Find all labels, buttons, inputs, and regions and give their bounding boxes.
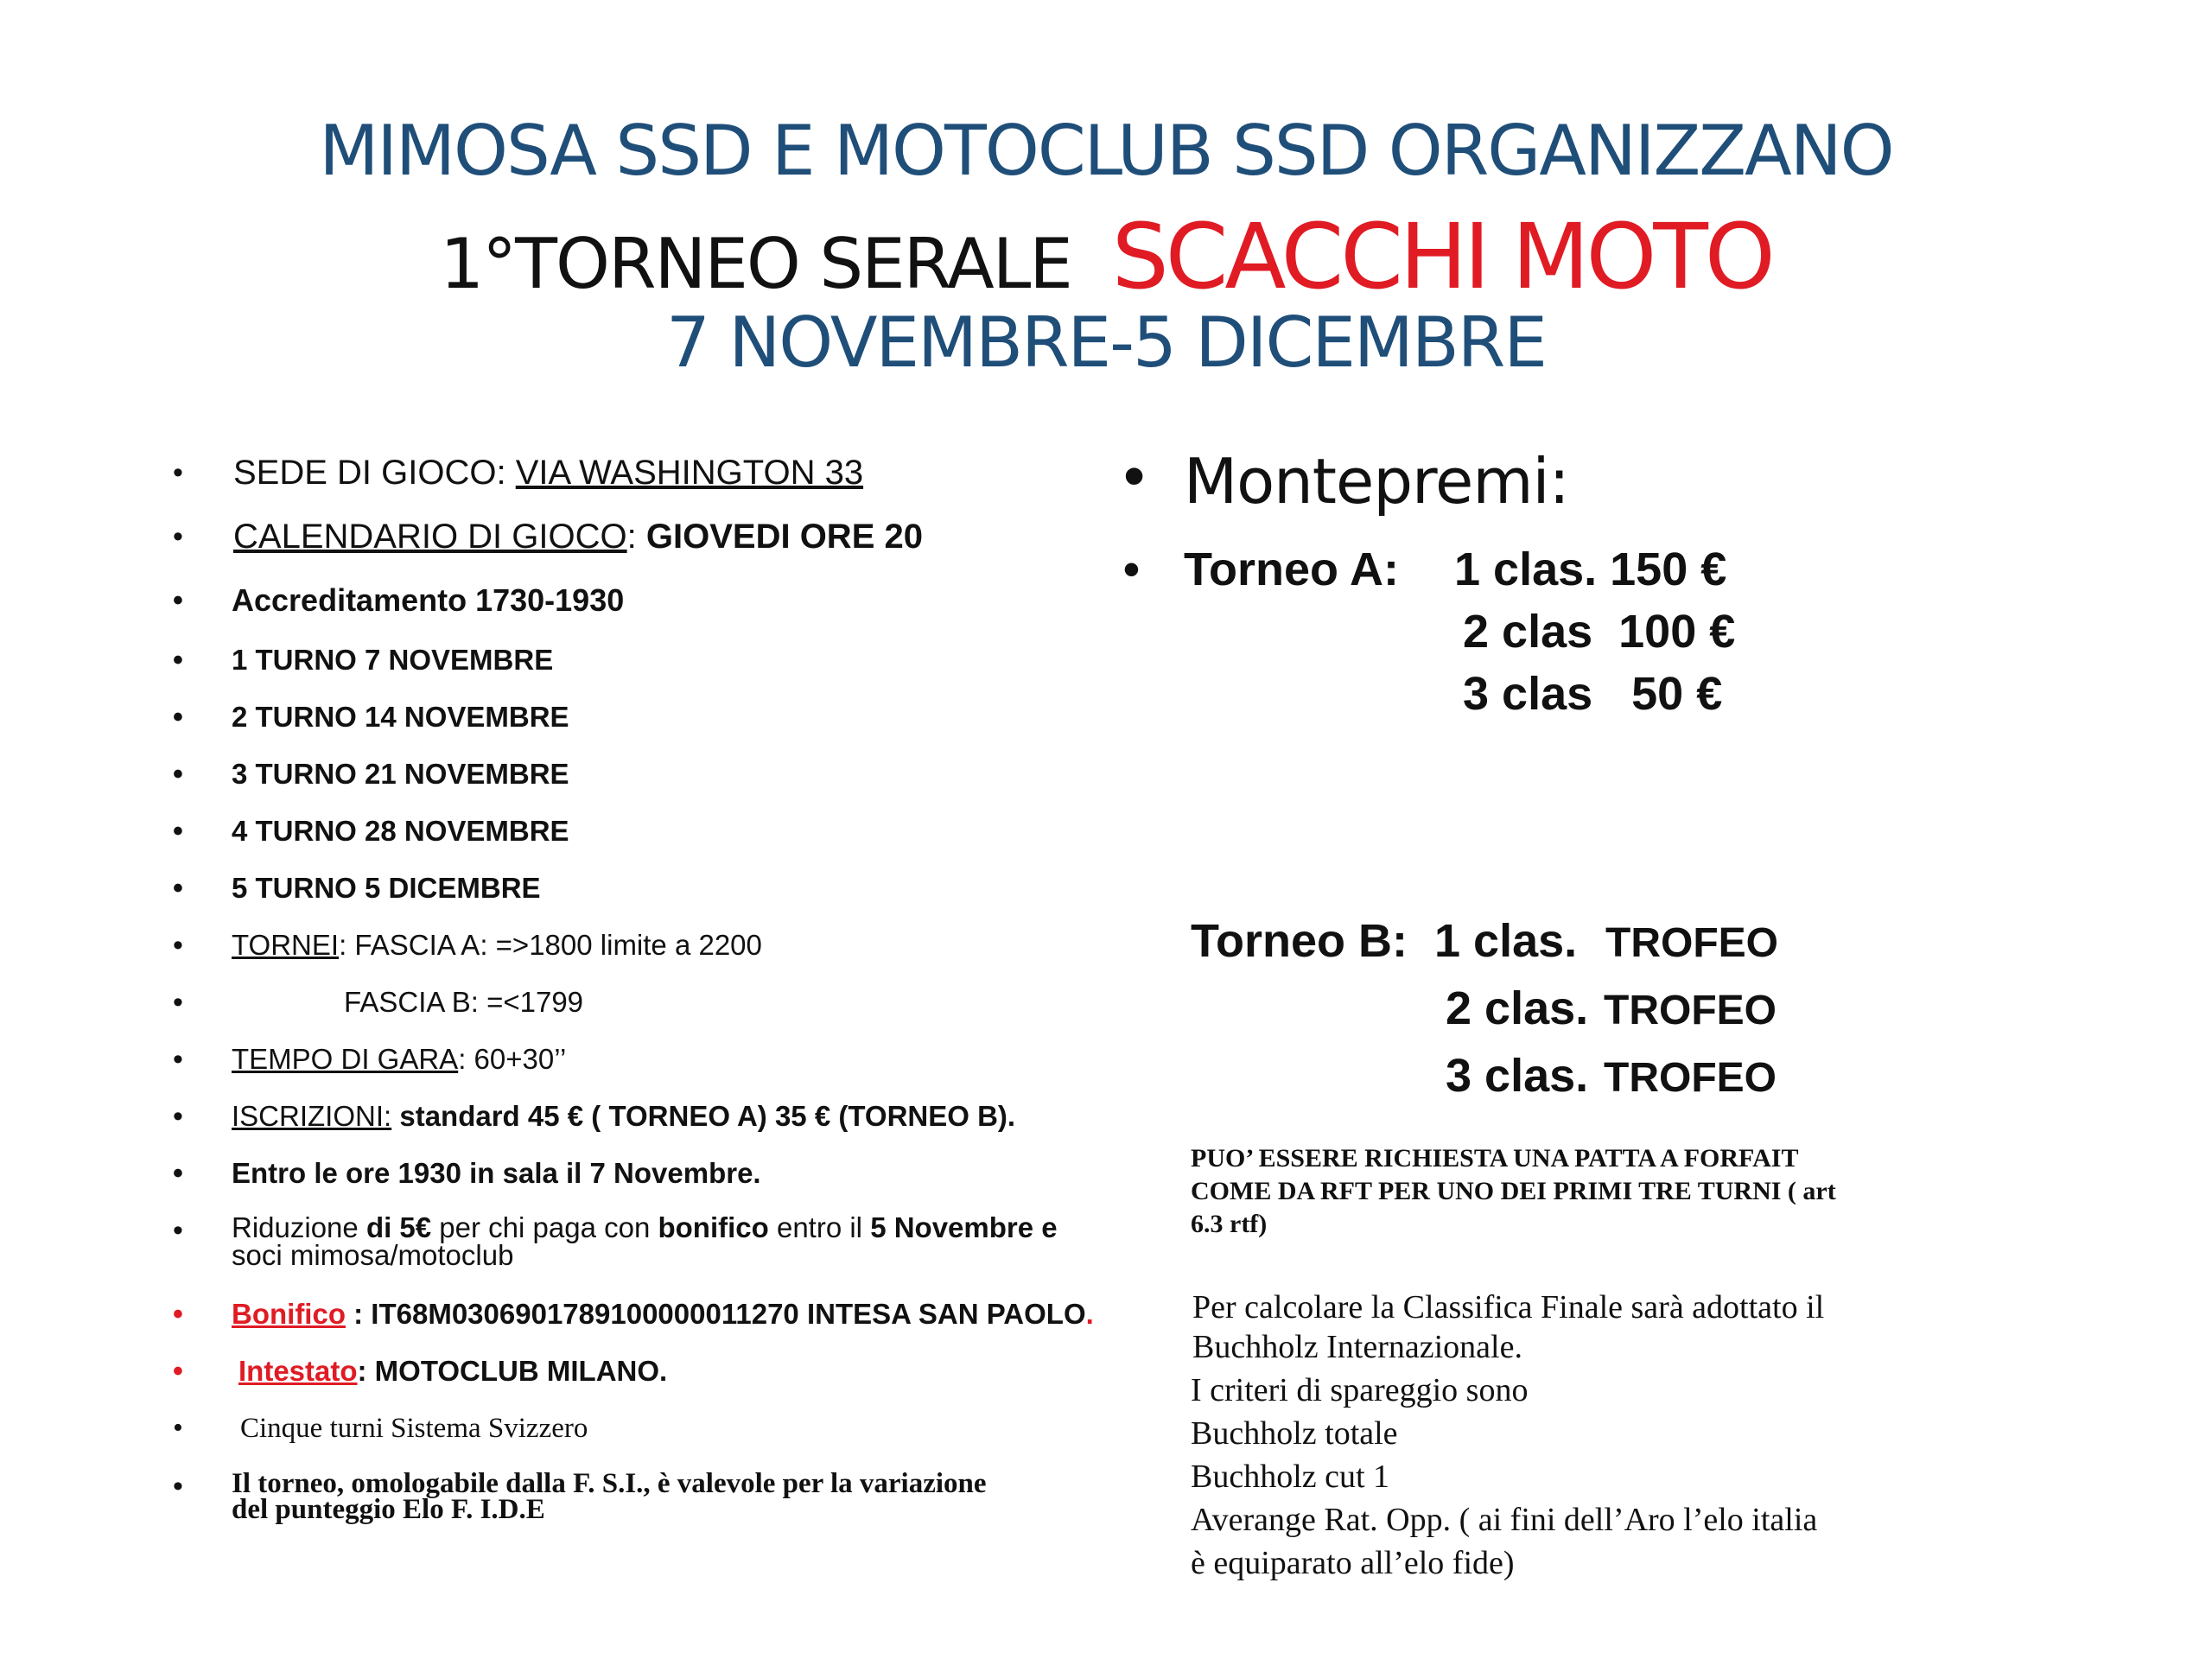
bonifico-dot: . (1085, 1298, 1094, 1330)
classifica-line-6: Averange Rat. Opp. ( ai fini dell’Aro l’elo italia (1191, 1502, 1818, 1538)
bullet: • (173, 929, 183, 962)
patta-note (1191, 1142, 1836, 1241)
sede-label: SEDE DI GIOCO: (233, 454, 506, 492)
montepremi-label: Montepremi: (1184, 445, 1569, 518)
bullet: • (173, 815, 183, 848)
patta-line: COME DA RFT PER UNO DEI PRIMI TRE TURNI ( art (1191, 1177, 1836, 1205)
calendario-colon: : (626, 518, 637, 556)
title-highlight: SCACCHI MOTO (1111, 204, 1772, 309)
title-line-2 (0, 204, 2212, 309)
torneo-a-label: Torneo A: (1184, 543, 1399, 595)
bullet: • (173, 584, 183, 617)
bullet: • (173, 1214, 183, 1247)
bullet: • (173, 758, 183, 791)
intestato-value: : MOTOCLUB MILANO. (357, 1355, 668, 1387)
montepremi-heading (1123, 441, 1145, 512)
classifica-line-4: Buchholz totale (1191, 1415, 1398, 1452)
bullet: • (173, 1157, 183, 1190)
classifica-line-3: I criteri di spareggio sono (1191, 1372, 1529, 1408)
torneo-b-pos-2: 2 clas. (1446, 982, 1589, 1034)
turno-text: 4 TURNO 28 NOVEMBRE (232, 815, 569, 847)
bullet: • (173, 1412, 183, 1444)
turno-text: 5 TURNO 5 DICEMBRE (232, 872, 541, 904)
bullet: • (173, 520, 183, 553)
torneo-a-prize-3: 3 clas 50 € (1463, 668, 1723, 720)
tornei-fascia-b: FASCIA B: =<1799 (344, 986, 584, 1018)
calendario-label: CALENDARIO DI GIOCO (233, 518, 627, 556)
intestato-label: Intestato (238, 1355, 358, 1387)
sede-value: VIA WASHINGTON 33 (515, 454, 864, 492)
turno-text: 3 TURNO 21 NOVEMBRE (232, 758, 569, 790)
torneo-b-trofeo-2: TROFEO (1604, 988, 1777, 1033)
torneo-b-trofeo-3: TROFEO (1604, 1055, 1777, 1101)
title-dates: 7 NOVEMBRE-5 DICEMBRE (666, 302, 1546, 383)
omologabile-line-2: del punteggio Elo F. I.D.E (232, 1494, 545, 1525)
title-line-1: MIMOSA SSD E MOTOCLUB SSD ORGANIZZANO (319, 111, 1893, 191)
bullet: • (173, 1355, 183, 1388)
torneo-b-pos-1: 1 clas. (1434, 915, 1578, 967)
torneo-b-pos-3: 3 clas. (1446, 1050, 1589, 1102)
bonifico-iban: : IT68M0306901789100000011270 INTESA SAN PAOLO (345, 1298, 1086, 1330)
patta-line: 6.3 rtf) (1191, 1210, 1268, 1238)
classifica-line-7: è equiparato all’elo fide) (1191, 1545, 1515, 1581)
bullet: • (173, 1100, 183, 1133)
riduzione-text: entro il (768, 1211, 871, 1243)
bullet: • (173, 1298, 183, 1331)
calendario-value: GIOVEDI ORE 20 (645, 518, 923, 556)
iscrizioni-label: ISCRIZIONI: (232, 1100, 392, 1132)
riduzione-amount: di 5€ (365, 1211, 432, 1243)
bullet: • (173, 1471, 183, 1503)
classifica-line-1: Per calcolare la Classifica Finale sarà adottato il (1192, 1289, 1825, 1325)
bullet: • (173, 1043, 183, 1076)
riduzione-date: 5 Novembre e (870, 1211, 1058, 1243)
title-prefix: 1°TORNEO SERALE (440, 224, 1071, 304)
accreditamento-text: Accreditamento 1730-1930 (232, 582, 625, 618)
classifica-line-5: Buchholz cut 1 (1191, 1459, 1390, 1495)
riduzione-text: Riduzione (232, 1211, 366, 1243)
tempo-label: TEMPO DI GARA (232, 1043, 459, 1075)
torneo-b-label: Torneo B: (1191, 915, 1408, 967)
bullet: • (1123, 442, 1146, 511)
riduzione-soci: soci mimosa/motoclub (232, 1239, 514, 1271)
bullet: • (173, 456, 183, 489)
riduzione-text: per chi paga con (431, 1211, 658, 1243)
tempo-value: : 60+30’’ (458, 1043, 567, 1075)
tornei-label: TORNEI (232, 929, 340, 961)
cinque-turni-text: Cinque turni Sistema Svizzero (240, 1413, 588, 1444)
torneo-a-prize-2: 2 clas 100 € (1463, 606, 1736, 658)
entro-text: Entro le ore 1930 in sala il 7 Novembre. (232, 1157, 761, 1189)
turno-text: 2 TURNO 14 NOVEMBRE (232, 701, 569, 733)
iscrizioni-value: standard 45 € ( TORNEO A) 35 € (TORNEO B). (391, 1100, 1016, 1132)
torneo-a-prize-1: 1 clas. 150 € (1454, 543, 1727, 595)
patta-line: PUO’ ESSERE RICHIESTA UNA PATTA A FORFAIT (1191, 1144, 1799, 1173)
turno-text: 1 TURNO 7 NOVEMBRE (232, 644, 554, 676)
omologabile-line-1: Il torneo, omologabile dalla F. S.I., è valevole per la variazione (232, 1468, 987, 1499)
bullet: • (173, 644, 183, 677)
tornei-fascia-a: : FASCIA A: =>1800 limite a 2200 (339, 929, 762, 961)
bullet: • (173, 701, 183, 734)
riduzione-bonifico: bonifico (658, 1211, 769, 1243)
bullet: • (173, 986, 183, 1019)
classifica-line-2: Buchholz Internazionale. (1192, 1329, 1522, 1365)
bonifico-label: Bonifico (232, 1298, 346, 1330)
torneo-b-trofeo-1: TROFEO (1605, 920, 1778, 966)
bullet: • (173, 872, 183, 905)
torneo-a-bullet: • (1123, 543, 1140, 595)
